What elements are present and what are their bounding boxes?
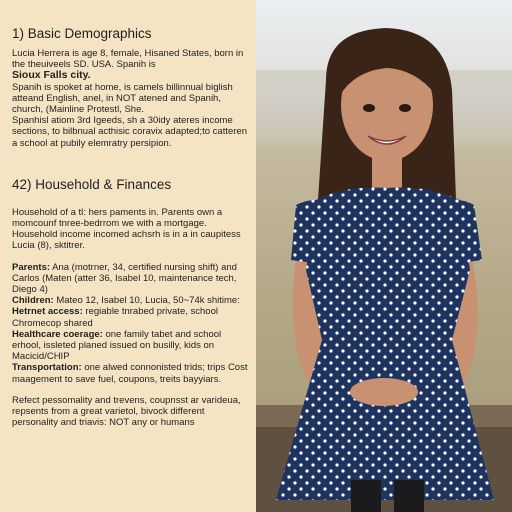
- section-1-line-2-text: Sioux Falls city.: [12, 69, 91, 82]
- portrait-illustration: [256, 0, 512, 512]
- parents-entry: [12, 262, 250, 296]
- folded-hands: [350, 378, 418, 406]
- parents-text: Ana (motrner, 34, certified nursing shift) and Carlos (Maten (atter 36, Isabel 10, maintenance tech, Diego 4): [12, 261, 237, 296]
- right-eye: [399, 104, 411, 112]
- left-sleeve: [291, 200, 331, 265]
- portrait-photo: [256, 0, 512, 512]
- left-leg: [351, 480, 381, 512]
- healthcare-text: one family tabet and school erhool, issleted planed issued on busilly, kids on Macicid/CHIP: [12, 328, 222, 363]
- section-1-line-4: Spanhisl atiom 3rd Igeeds, sh a 30idy ateres income sections, to bilbnual acthisic coravix adapted;to catteren a school at pubily elemratry persipion.: [12, 115, 247, 149]
- healthcare-entry: [12, 329, 250, 363]
- parents-label: Parents:: [12, 261, 51, 273]
- transport-label: Transportation:: [12, 362, 82, 374]
- children-label: Children:: [12, 295, 54, 307]
- section-1-line-1: Lucia Herrera is age 8, female, Hisaned States, born in the theuiveels SD. USA. Spanih is: [12, 48, 244, 71]
- internet-label: Hetrnet access:: [12, 306, 83, 318]
- children-text: Mateo 12, Isabel 10, Lucia, 50~74k shitime:: [56, 295, 240, 307]
- section-1-line-3: Spanih is spoket at home, is camels billinnual biglish atteand English, anel, in NOT atened and Spanih, church, (Mainline Protestl, She.: [12, 81, 233, 116]
- right-leg: [394, 480, 424, 512]
- internet-entry: [12, 306, 250, 328]
- section-2-intro: Household of a tl: hers paments in. Parents own a momcounf tnree-bedrrom we with a mortgage. Household income incomed achsrh is in a in caupitess Lucia (8), sktitrer.: [12, 206, 241, 252]
- internet-text: regiable tnrabed private, school Chromecop shared: [12, 306, 218, 329]
- transport-entry: [12, 362, 250, 384]
- transport-text: one alwed connonisted trids; trips Cost maagement to save fuel, coupons, treits bayyiars.: [12, 362, 248, 385]
- healthcare-label: Healthcare coerage:: [12, 328, 103, 340]
- children-entry: [12, 295, 250, 306]
- left-eye: [363, 104, 375, 112]
- closing-note: Refect pessomality and trevens, coupnsst ar varideua, repsents from a great varietol, bivock different personality and triavis: NOT any or humans: [12, 394, 241, 429]
- section-2-title: 42) Household & Finances: [12, 176, 172, 192]
- section-1-title: 1) Basic Demographics: [12, 26, 152, 41]
- section-1-line-2: [12, 70, 250, 81]
